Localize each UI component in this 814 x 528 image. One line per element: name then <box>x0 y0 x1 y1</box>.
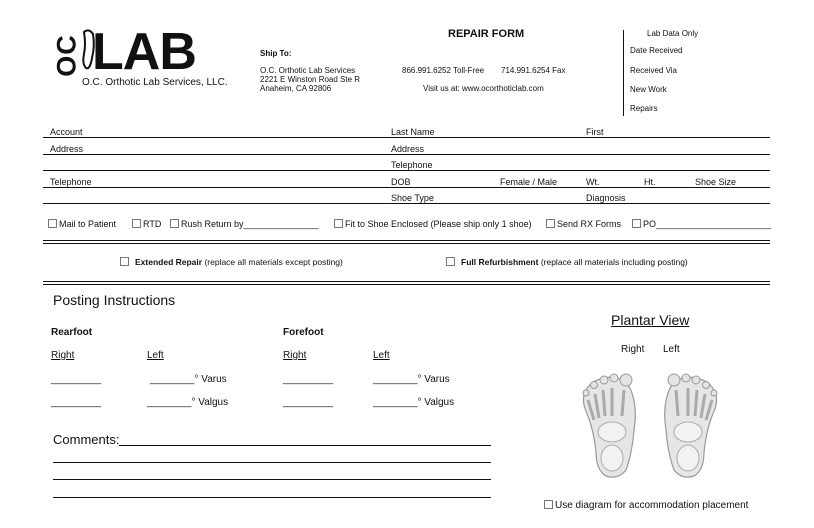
full-refurbishment-checkbox[interactable] <box>446 257 455 266</box>
rearfoot-left-label: Left <box>147 350 164 361</box>
rearfoot-right-label: Right <box>51 350 75 361</box>
fit-to-shoe-checkbox[interactable] <box>334 219 343 228</box>
lab-data-title: Lab Data Only <box>647 29 699 38</box>
telephone-right-field[interactable]: Telephone <box>391 160 433 170</box>
extended-repair-option[interactable] <box>120 257 343 267</box>
extended-repair-label: Extended Repair <box>135 257 203 267</box>
lab-date-received: Date Received <box>630 46 683 55</box>
mail-to-patient-option[interactable] <box>48 219 116 229</box>
diagnosis-field[interactable]: Diagnosis <box>586 193 626 203</box>
rearfoot-heading: Rearfoot <box>51 327 93 338</box>
divider-1a <box>43 240 770 241</box>
comments-line-4[interactable] <box>53 497 491 498</box>
right-foot-icon[interactable] <box>583 374 635 477</box>
full-refurbishment-label: Full Refurbishment <box>461 257 539 267</box>
use-diagram-option[interactable] <box>544 500 748 511</box>
fax-number: 714.991.6254 Fax <box>501 66 566 75</box>
plantar-view-title: Plantar View <box>611 312 690 328</box>
use-diagram-checkbox[interactable] <box>544 500 553 509</box>
rearfoot-right-varus-input[interactable]: _________ <box>51 374 102 385</box>
comments-label: Comments: <box>53 432 120 447</box>
forefoot-left-label: Left <box>373 350 390 361</box>
comments-line-2[interactable] <box>53 462 491 463</box>
ship-to-line3: Anaheim, CA 92806 <box>260 84 332 93</box>
forefoot-left-valgus-input[interactable]: ________ <box>373 397 418 408</box>
form-title: REPAIR FORM <box>448 28 525 40</box>
po-checkbox[interactable] <box>632 219 641 228</box>
company-logo <box>51 23 242 90</box>
rtd-checkbox[interactable] <box>132 219 141 228</box>
rearfoot-varus-label: ° Varus <box>194 374 227 385</box>
lab-data-divider <box>623 30 624 116</box>
ship-to-line1: O.C. Orthotic Lab Services <box>260 66 356 75</box>
lab-received-via: Received Via <box>630 66 677 75</box>
use-diagram-label: Use diagram for accommodation placement <box>555 500 749 511</box>
forefoot-right-varus-input[interactable]: _________ <box>283 374 334 385</box>
account-field[interactable]: Account <box>50 127 83 137</box>
logo-oc-letters: OC <box>51 34 82 77</box>
divider-1b <box>43 243 770 244</box>
website-text: Visit us at: www.ocorthoticlab.com <box>423 84 544 93</box>
fit-to-shoe-label: Fit to Shoe Enclosed (Please ship only 1 shoe) <box>345 219 532 229</box>
extended-repair-checkbox[interactable] <box>120 257 129 266</box>
plantar-foot-diagram[interactable] <box>574 372 726 480</box>
address-right-field[interactable]: Address <box>391 144 425 154</box>
fit-to-shoe-option[interactable] <box>334 219 532 229</box>
logo-lab-letters: LAB <box>92 23 196 81</box>
rearfoot-right-valgus-input[interactable]: _________ <box>51 397 102 408</box>
ship-to-line2: 2221 E Winston Road Ste R <box>260 75 361 84</box>
phone-number: 866.991.6252 Toll-Free <box>402 66 485 75</box>
po-option[interactable] <box>632 219 771 229</box>
full-refurbishment-desc: (replace all materials including posting) <box>538 257 688 267</box>
forefoot-left-valgus[interactable] <box>373 397 454 408</box>
full-refurbishment-option[interactable] <box>446 257 688 267</box>
forefoot-left-varus-input[interactable]: ________ <box>373 374 418 385</box>
rearfoot-valgus-label: ° Valgus <box>191 397 229 408</box>
plantar-right-label: Right <box>621 344 645 355</box>
rearfoot-left-varus[interactable] <box>150 374 227 385</box>
rearfoot-left-valgus[interactable] <box>147 397 228 408</box>
rtd-option[interactable] <box>132 219 161 229</box>
mail-to-patient-label: Mail to Patient <box>59 219 117 229</box>
shoe-size-field[interactable]: Shoe Size <box>695 177 737 187</box>
posting-title: Posting Instructions <box>53 292 176 308</box>
rearfoot-left-varus-input[interactable]: ________ <box>150 374 195 385</box>
row-line-3 <box>43 170 770 171</box>
extended-repair-desc: (replace all materials except posting) <box>202 257 343 267</box>
send-rx-label: Send RX Forms <box>557 219 622 229</box>
address-left-field[interactable]: Address <box>50 144 84 154</box>
weight-field[interactable]: Wt. <box>586 177 600 187</box>
forefoot-varus-label: ° Varus <box>417 374 450 385</box>
rush-return-checkbox[interactable] <box>170 219 179 228</box>
forefoot-right-label: Right <box>283 350 307 361</box>
lab-new-work: New Work <box>630 85 667 94</box>
row-line-5 <box>43 203 770 204</box>
shoe-type-field[interactable]: Shoe Type <box>391 193 434 203</box>
company-name: O.C. Orthotic Lab Services, LLC. <box>82 77 228 88</box>
dob-field[interactable]: DOB <box>391 177 411 187</box>
telephone-left-field[interactable]: Telephone <box>50 177 92 187</box>
rush-return-label: Rush Return by_______________ <box>181 219 319 229</box>
rtd-label: RTD <box>143 219 162 229</box>
left-foot-icon[interactable] <box>665 374 717 477</box>
last-name-field[interactable]: Last Name <box>391 127 435 137</box>
rush-return-option[interactable] <box>170 219 319 229</box>
sex-field[interactable]: Female / Male <box>500 177 558 187</box>
send-rx-option[interactable] <box>546 219 621 229</box>
plantar-left-label: Left <box>663 344 680 355</box>
ship-to-label: Ship To: <box>260 49 292 58</box>
mail-to-patient-checkbox[interactable] <box>48 219 57 228</box>
first-name-field[interactable]: First <box>586 127 604 137</box>
po-label: PO_______________________ <box>643 219 772 229</box>
forefoot-left-varus[interactable] <box>373 374 450 385</box>
divider-2b <box>43 284 770 285</box>
forefoot-valgus-label: ° Valgus <box>417 397 455 408</box>
comments-line-1[interactable] <box>119 445 491 446</box>
row-line-2 <box>43 154 770 155</box>
row-line-1 <box>43 137 770 138</box>
divider-2a <box>43 281 770 282</box>
forefoot-heading: Forefoot <box>283 327 324 338</box>
rearfoot-left-valgus-input[interactable]: ________ <box>147 397 192 408</box>
height-field[interactable]: Ht. <box>644 177 656 187</box>
forefoot-right-valgus-input[interactable]: _________ <box>283 397 334 408</box>
row-line-4 <box>43 187 770 188</box>
send-rx-checkbox[interactable] <box>546 219 555 228</box>
comments-line-3[interactable] <box>53 479 491 480</box>
lab-repairs: Repairs <box>630 104 658 113</box>
